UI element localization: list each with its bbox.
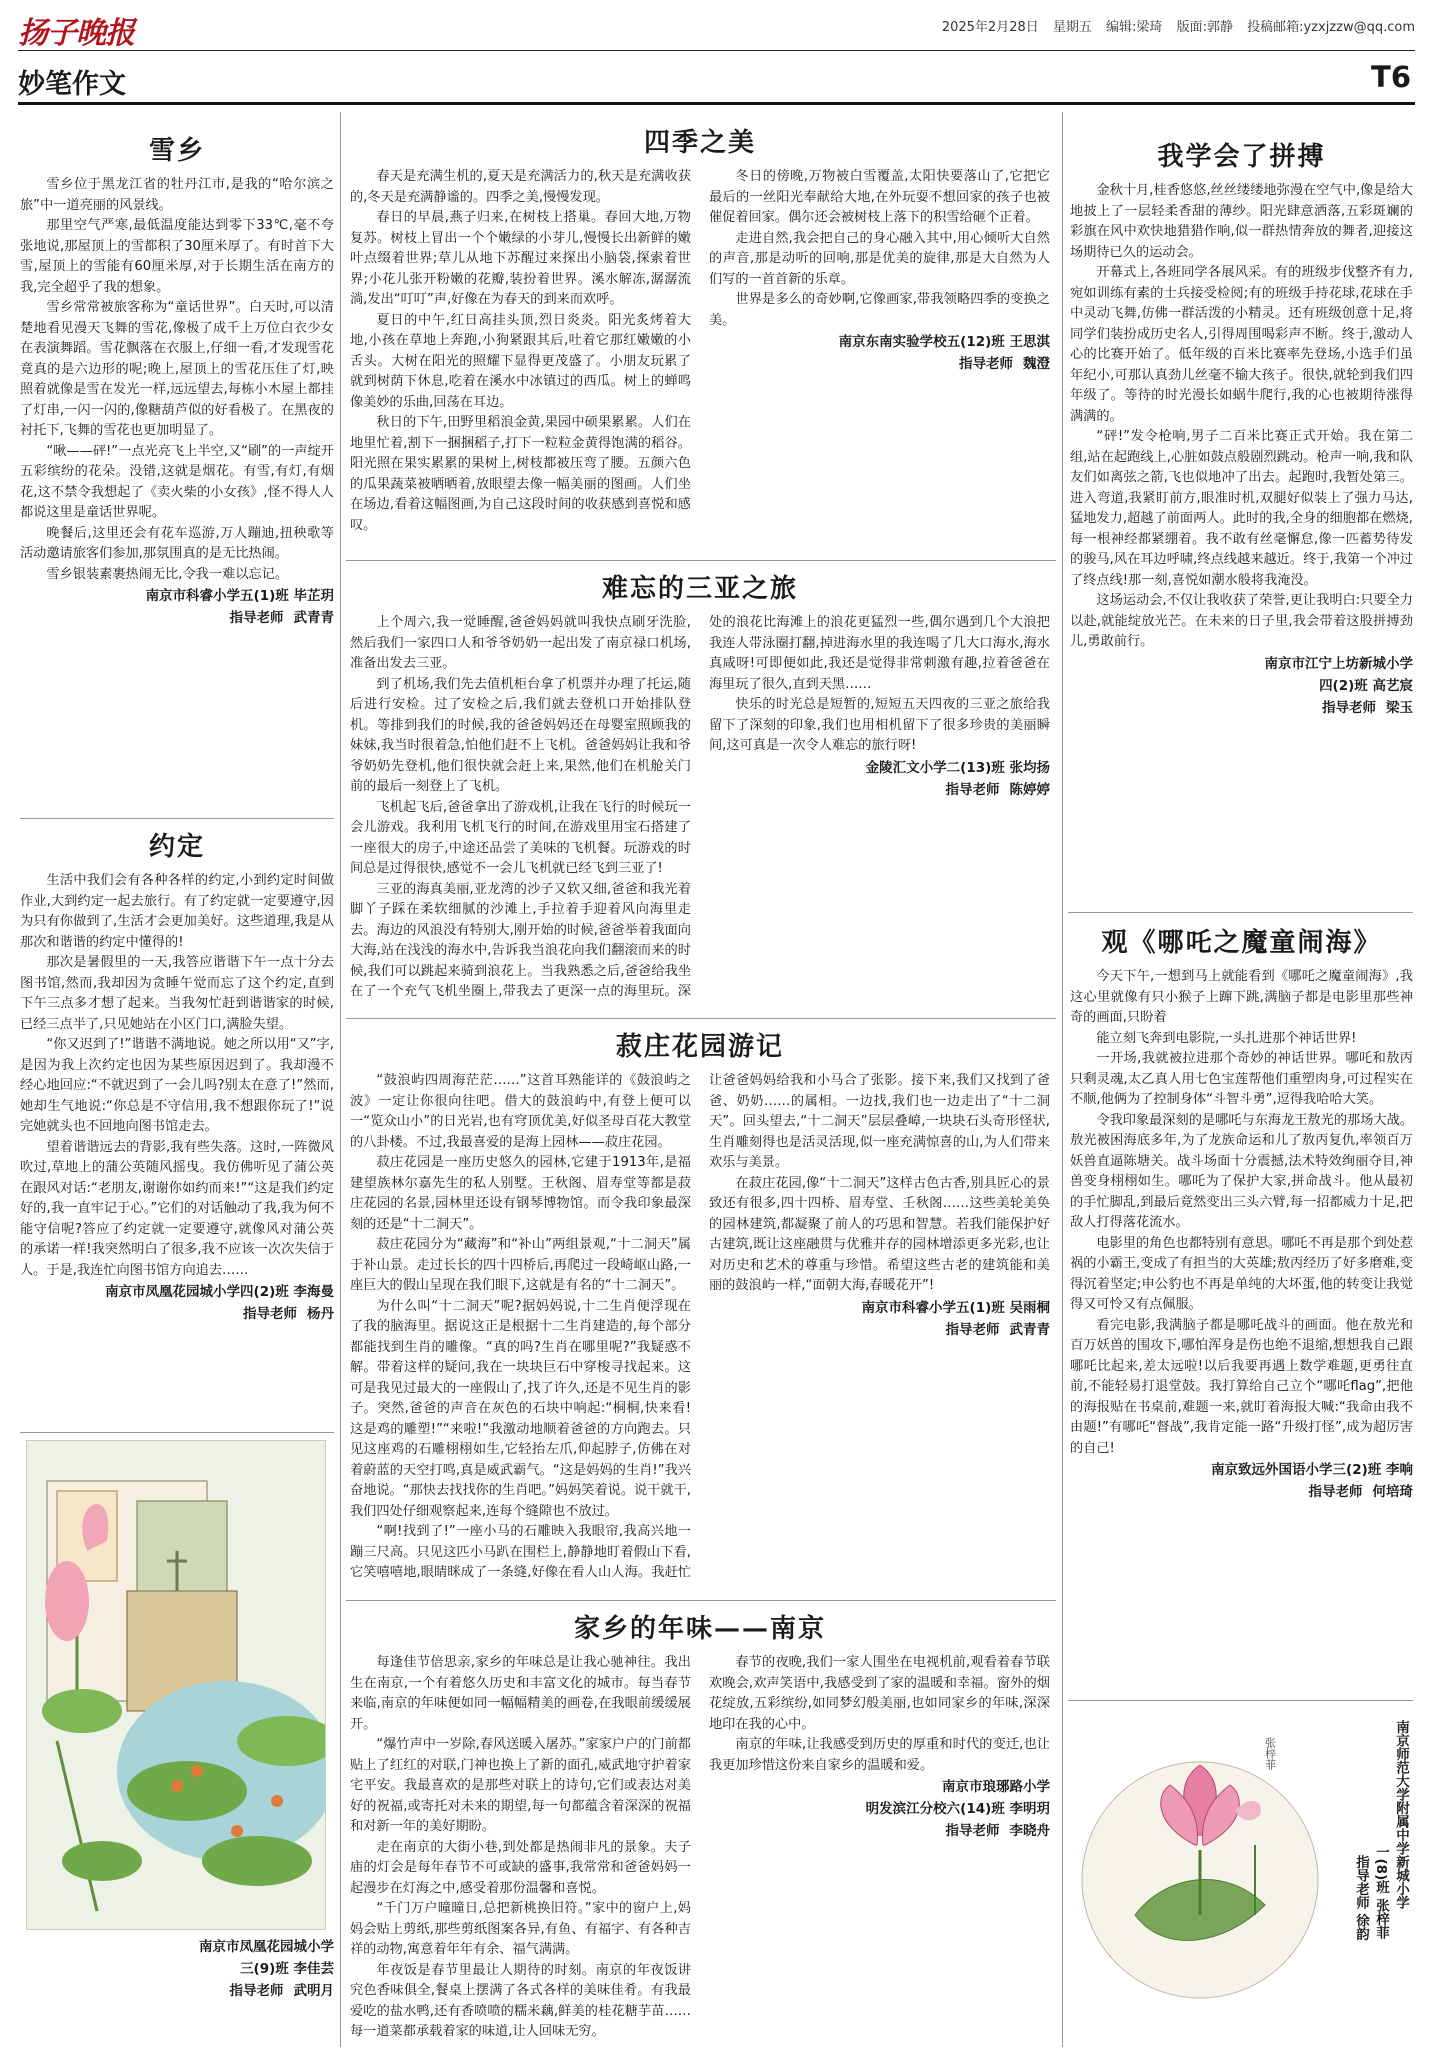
masthead [18, 8, 1415, 51]
section-title: 妙笔作文 [18, 69, 126, 100]
page-number: T6 [1371, 60, 1411, 94]
editor-credit: 编辑:梁琦 [1106, 20, 1163, 35]
paragraph: “你又迟到了!”谐谐不满地说。她之所以用“又”字,是因为我上次约定也因为某些原因迟到了。我却漫不经心地回应:“不就迟到了一会儿吗?别太在意了!”然而,她却生气地说:“你总是不守信用,我不想跟你玩了!”说完她就头也不回地向图书馆走去。 [20, 1037, 334, 1134]
teacher-credit: 指导老师 武青青 [229, 610, 334, 626]
article-relay [1070, 136, 1413, 906]
teacher-credit: 指导老师 何培琦 [1308, 1484, 1413, 1500]
article-sanya [350, 568, 1050, 1012]
teacher-credit: 指导老师 陈婷婷 [945, 781, 1050, 798]
issue-weekday: 星期五 [1052, 20, 1092, 35]
article-title: 家乡的年味——南京 [573, 1614, 826, 1644]
paragraph: 春节的夜晚,我们一家人围坐在电视机前,观看着春节联欢晚会,欢声笑语中,我感受到了家的温暖和幸福。窗外的烟花绽放,五彩缤纷,如同梦幻般美丽,也如同家乡的年味,深深地印在我的心中。 [709, 1655, 1050, 1732]
paragraph: 上个周六,我一觉睡醒,爸爸妈妈就叫我快点刷牙洗脸,然后我们一家四口人和爷爷奶奶一起出发了南京禄口机场,准备出发去三亚。 [350, 615, 691, 671]
article-body [1070, 181, 1413, 653]
article-divider [20, 1432, 334, 1433]
paragraph: 春日的早晨,燕子归来,在树枝上搭巢。春回大地,万物复苏。树枝上冒出一个个嫩绿的小芽儿,慢慢长出新鲜的嫩叶点缀着世界;草儿从地下苏醒过来探出小脑袋,探索着世界;小花儿张开粉嫩的花瓣,装扮着世界。溪水解冻,潺潺流淌,发出“叮叮”声,好像在为春天的到来而欢呼。 [350, 210, 691, 307]
article-nezha [1070, 922, 1413, 1694]
article-body [350, 1653, 1050, 2048]
article-title: 雪乡 [148, 136, 205, 166]
article-seasons [350, 122, 1050, 554]
student-painting-lotus-pond [26, 1440, 326, 1930]
paragraph: 雪乡常常被旅客称为“童话世界”。白天时,可以清楚地看见漫天飞舞的雪花,像极了成千上万位白衣少女在表演舞蹈。雪花飘落在衣服上,仔细一看,才发现雪花竟真的是六边形的呢;晚上,屋顶上的雪花压住了灯,映照着就像是雪在发光一样,远远望去,每栋小木屋上都挂了灯串,一闪一闪的,像糖葫芦似的好看极了。在黑夜的衬托下,飞舞的雪花也更加明显了。 [20, 300, 334, 438]
paragraph: 年夜饭是春节里最让人期待的时刻。南京的年夜饭讲究色香味俱全,餐桌上摆满了各式各样的美味佳肴。有我最爱吃的盐水鸭,还有香喷喷的糯米藕,鲜美的桂花糖芋苗……每一道菜都承载着家的味道,让人回味无穷。 [350, 1962, 691, 2039]
article-title: 观《哪吒之魔童闹海》 [1101, 928, 1382, 958]
teacher-credit: 指导老师 李晓舟 [945, 1823, 1050, 1839]
article-snow [20, 130, 334, 810]
article-title: 四季之美 [643, 128, 756, 158]
paragraph: 那次是暑假里的一天,我答应谐谐下午一点十分去图书馆,然而,我却因为贪睡午觉而忘了这个约定,直到下午三点多才想了起来。当我匆忙赶到谐谐家的时候,已经三点半了,只见她站在小区门口,满脸失望。 [20, 955, 334, 1032]
article-title: 约定 [148, 832, 205, 862]
article-promise [20, 826, 334, 1426]
paragraph: 飞机起飞后,爸爸拿出了游戏机,让我在飞行的时候玩一会儿游戏。我利用飞机飞行的时间,在游戏里用宝石搭建了一座很大的房子,中途还品尝了美味的飞机餐。玩游戏的时间总是过得很快,感觉不一会儿飞机就已经飞到三亚了! [350, 799, 691, 876]
article-title: 我学会了拼搏 [1157, 142, 1326, 172]
lotus-painting-image [27, 1441, 326, 1930]
paragraph: 南京的年味,让我感受到历史的厚重和时代的变迁,也让我更加珍惜这份来自家乡的温暖和爱。 [709, 1737, 1050, 1773]
paragraph: 在菽庄花园,像“十二洞天”这样古色古香,别具匠心的景致还有很多,四十四桥、眉寿堂、壬秋阁……这些美轮美奂的园林建筑,都凝聚了前人的巧思和智慧。若我们能保护好古建筑,既让这座融贯与优雅并存的园林增添更多光彩,也让对历史和艺术的尊重与珍惜。希望这些古老的建筑能和美丽的鼓浪屿一样,“面朝大海,春暖花开”! [709, 1175, 1050, 1293]
paragraph: 走进自然,我会把自己的身心融入其中,用心倾听大自然的声音,那是动听的回响,那是优美的旋律,那是大自然为人们写的一首首新的乐章。 [709, 230, 1050, 287]
author-school: 南京市琅琊路小学 [942, 1779, 1050, 1795]
issue-meta [932, 16, 1415, 35]
paragraph: 为什么叫“十二洞天”呢?据妈妈说,十二生肖便浮现在了我的脑海里。据说这正是根据十二生肖建造的,每个部分都能找到生肖的雕像。“真的吗?生肖在哪里呢?”我疑惑不解。带着这样的疑问,我在一块块巨石中穿梭寻找起来。这可是我见过最大的一座假山了,找了许久,还是不见生肖的影子。突然,爸爸的声音在灰色的石块中响起:“桐桐,快来看!这是鸡的雕塑!”“来啦!”我激动地顺着爸爸的方向跑去。只见这座鸡的石雕栩栩如生,它轻抬左爪,仰起脖子,仿佛在对着蔚蓝的天空打鸣,真是威武霸气。“这是妈妈的生肖!”我兴奋地说。“那快去找找你的生肖吧。”妈妈笑着说。说干就干,我们四处仔细观察起来,连每个缝隙也不放过。 [350, 1298, 691, 1519]
paragraph: 三亚的海真美丽,亚龙湾的沙子又软又细,爸爸和我光着脚丫子踩在柔软细腻的沙滩上,手拉着手迎着风向海里走去。海边的风浪没有特别大,刚开始的时候,爸爸举着我面向大海,站在浅浅的海水中,告诉我当浪花向我们翻滚而来的时候,我们可以跳起来骑到浪花上。当我熟悉之后,爸爸给我坐在了一个充气飞机坐圈上,带我去了更深一点的海里玩。深处的浪花比海滩上的浪花更猛烈一些,偶尔遇到几个大浪把我连人带泳圈打翻,掉进海水里的我连喝了几大口海水,海水真咸呀!可即便如此,我还是觉得非常刺激有趣,拉着爸爸在海里玩了很久,直到天黑…… [350, 615, 1050, 999]
teacher-credit: 指导老师 武明月 [229, 1983, 334, 1999]
layout-credit: 版面:郭静 [1176, 20, 1233, 35]
article-divider [346, 560, 1056, 561]
author-school: 南京市科睿小学五(1)班 吴雨桐 [861, 1299, 1050, 1316]
teacher-credit: 指导老师 武青青 [945, 1321, 1050, 1338]
article-hometown [350, 1608, 1050, 2048]
illustration-credit [110, 1936, 334, 2046]
article-body [350, 613, 1050, 1012]
article-body [350, 1071, 1050, 1594]
paragraph: 快乐的时光总是短暂的,短短五天四夜的三亚之旅给我留下了深刻的印象,我们也用相机留下了很多珍贵的美丽瞬间,这可真是一次令人难忘的旅行呀! [709, 697, 1050, 753]
author-class: 四(2)班 高艺宸 [1319, 677, 1413, 694]
column-divider [1062, 112, 1063, 2047]
paragraph: 那里空气严寒,最低温度能达到零下33℃,毫不夸张地说,那屋顶上的雪都积了30厘米厚了。有时首下大雪,屋顶上的雪能有60厘米厚,对于长期生活在南方的我,完全超乎了我的想象。 [20, 218, 334, 295]
paragraph: 这场运动会,不仅让我收获了荣誉,更让我明白:只要全力以赴,就能绽放光芒。在未来的日子里,我会带着这股拼搏劲儿,勇敢前行。 [1070, 593, 1413, 649]
paragraph: 世界是多么的奇妙啊,它像画家,带我领略四季的变换之美。 [709, 292, 1050, 328]
teacher-credit: 指导老师 杨丹 [243, 1306, 334, 1322]
author-school: 南京市凤凰花园城小学四(2)班 李海曼 [105, 1284, 334, 1300]
issue-date: 2025年2月28日 [941, 20, 1039, 35]
paragraph: “啾——砰!”一点光亮飞上半空,又“刷”的一声绽开五彩缤纷的花朵。没错,这就是烟花。有雪,有灯,有烟花,这不禁令我想起了《卖火柴的小女孩》,怪不得人人都说这里是童话世界呢。 [20, 443, 334, 520]
author-school: 南京致远外国语小学三(2)班 李响 [1211, 1462, 1413, 1478]
paragraph: 开幕式上,各班同学各展风采。有的班级步伐整齐有力,宛如训练有素的士兵接受检阅;有的班级手持花球,花球在手中灵动飞舞,仿佛一群活泼的小精灵。还有班级创意十足,将同学们装扮成历史名人,引得周围喝彩声不断。终于,激动人心的比赛开始了。低年级的百米比赛率先登场,小选手们虽年纪小,可那认真劲儿丝毫不输大孩子。很快,就轮到我们四年级了。等待的时光漫长如蜗牛爬行,我的心也被期待涨得满满的。 [1070, 265, 1413, 424]
paragraph: 冬日的傍晚,万物被白雪覆盖,太阳快要落山了,它把它最后的一丝阳光奉献给大地,在外玩耍不想回家的孩子也被催促着回家。偶尔还会被树枝上落下的积雪给砸个正着。 [709, 169, 1050, 225]
illustrator-school: 南京师范大学附属中学新城小学 [1393, 1720, 1409, 1909]
teacher-credit: 指导老师 徐韵 [1353, 1855, 1369, 1941]
paragraph: 一开场,我就被拉进那个奇妙的神话世界。哪吒和敖丙只剩灵魂,太乙真人用七色宝莲帮他们重塑肉身,可过程实在不顺,他俩为了控制身体“斗智斗勇”,逗得我哈哈大笑。 [1070, 1051, 1413, 1107]
article-title: 难忘的三亚之旅 [601, 574, 798, 604]
paragraph: 到了机场,我们先去值机柜台拿了机票并办理了托运,随后进行安检。过了安检之后,我们就去登机口开始排队登机。等排到我们的时候,我的爸爸妈妈还在母婴室照顾我的妹妹,我当时很着急,怕他们赶不上飞机。爸爸妈妈让我和爷爷奶奶先登机,他们很快就会赶上来,果然,他们在机舱关门前的最后一刻登上了飞机。 [350, 676, 691, 794]
paragraph: 夏日的中午,红日高挂头顶,烈日炎炎。阳光炙烤着大地,小孩在草地上奔跑,小狗紧跟其后,吐着它那红嫩嫩的小舌头。大树在阳光的照耀下显得更茂盛了。小朋友玩累了就到树荫下休息,吃着在溪水中冰镇过的西瓜。树上的蝉鸣像美妙的乐曲,回荡在耳边。 [350, 312, 691, 410]
artist-signature: 张梓菲 [1263, 1737, 1277, 1770]
section-rule [18, 102, 1415, 105]
article-garden [350, 1026, 1050, 1594]
paragraph: 雪乡位于黑龙江省的牡丹江市,是我的“哈尔滨之旅”中一道亮丽的风景线。 [20, 177, 334, 213]
submission-email[interactable]: 投稿邮箱:yzxjzzw@qq.com [1247, 20, 1415, 35]
article-body [20, 871, 334, 1281]
paragraph: “爆竹声中一岁除,春风送暖入屠苏。”家家户户的门前都贴上了红红的对联,门神也换上了新的面孔,威武地守护着家宅平安。我最喜欢的是那些对联上的诗句,它们或表达对美好的祝福,或寄托对未来的期望,每一句都蕴含着深深的祝福和对新一年的美好期盼。 [350, 1737, 691, 1834]
header-rule [18, 50, 1415, 51]
paragraph: 雪乡银装素裹热闹无比,令我一难以忘记。 [46, 566, 288, 582]
paragraph: “鼓浪屿四周海茫茫……”这首耳熟能详的《鼓浪屿之波》一定让你很向往吧。借大的鼓浪屿中,有登上便可以一“览众山小”的日光岩,也有穹顶优美,好似圣母百花大教堂的八卦楼。不过,我最喜爱的是海上园林——菽庄花园。 [350, 1073, 691, 1150]
author-school: 南京市江宁上坊新城小学 [1264, 655, 1413, 672]
article-divider [20, 818, 334, 819]
article-divider [346, 1600, 1056, 1601]
article-body [20, 175, 334, 585]
article-divider [1068, 1700, 1413, 1701]
paragraph: “千门万户曈曈日,总把新桃换旧符。”家中的窗户上,妈妈会贴上剪纸,那些剪纸图案各异,有鱼、有福字、有各种吉祥的动物,寓意着年年有余、福气满满。 [350, 1901, 691, 1957]
illustrator-class: 一(8)班 张梓菲 [1373, 1845, 1389, 1939]
paragraph: 金秋十月,桂香悠悠,丝丝缕缕地弥漫在空气中,像是给大地披上了一层轻柔香甜的薄纱。阳光肆意洒落,五彩斑斓的彩旗在风中欢快地猎猎作响,似一群热情奔放的舞者,迎接这场期待已久的运动会。 [1070, 183, 1413, 260]
article-divider [346, 1018, 1056, 1019]
paragraph: 看完电影,我满脑子都是哪吒战斗的画面。他在敖光和百万妖兽的围攻下,哪怕浑身是伤也绝不退缩,想想我自己跟哪吒比起来,差太远啦!以后我要再遇上数学难题,更勇往直前,不能轻易打退堂鼓。我打算给自己立个“哪吒flag”,把他的海报贴在书桌前,难题一来,就盯着海报大喊:“我命由我不由题!”有哪吒“督战”,我肯定能一路“升级打怪”,成为超厉害的自己! [1070, 1317, 1413, 1456]
author-class: 明发滨江分校六(14)班 李明玥 [865, 1801, 1050, 1817]
illustrator-class: 三(9)班 李佳芸 [240, 1961, 334, 1977]
paragraph: 电影里的角色也都特别有意思。哪吒不再是那个到处惹祸的小霸王,变成了有担当的大英雄;敖丙经历了好多磨难,变得沉着坚定;申公豹也不再是单纯的大坏蛋,他的转变让我觉得又可怜又有点佩服。 [1070, 1235, 1413, 1312]
lotus-circle-painting-image [1075, 1715, 1335, 2015]
paragraph: “啊!找到了!”一座小马的石雕映入我眼帘,我高兴地一蹦三尺高。只见这匹小马趴在围栏上,静静地盯着假山下看,它笑嘻嘻地,眼睛眯成了一条缝,好像在看人山人海。我赶忙让爸爸妈妈给我和小马合了张影。接下来,我们又找到了爸爸、奶奶……的属相。一边找,我们也一边走出了“十二洞天”。回头望去,“十二洞天”层层叠嶂,一块块石头奇形怪状,生肖雕刻得也是活灵活现,似一座充满惊喜的山,为人们带来欢乐与美景。 [350, 1073, 1050, 1580]
illustrator-school: 南京市凤凰花园城小学 [199, 1939, 334, 1955]
paragraph: 走在南京的大街小巷,到处都是热闹非凡的景象。夫子庙的灯会是每年春节不可或缺的盛事,我常常和爸爸妈妈一起漫步在灯海之中,感受着那份温馨和喜悦。 [350, 1839, 691, 1896]
paragraph: 秋日的下午,田野里稻浪金黄,果园中硕果累累。人们在地里忙着,割下一捆捆稻子,打下一粒粒金黄得饱满的稻谷。阳光照在果实累累的果树上,树枝都被压弯了腰。五颜六色的瓜果蔬菜被晒晒着,放眼望去像一幅美丽的图画。人们坐在场边,看着这幅图画,为自己这段时间的收获感到喜悦和感叹。 [350, 415, 691, 533]
author-school: 南京市科睿小学五(1)班 毕芷玥 [145, 588, 334, 604]
article-title: 菽庄花园游记 [615, 1032, 784, 1062]
article-body [350, 167, 1050, 552]
paragraph: “砰!”发令枪响,男子二百米比赛正式开始。我在第二组,站在起跑线上,心脏如鼓点般剧烈跳动。枪声一响,我和队友们如离弦之箭,飞也似地冲了出去。起跑时,我暂处第三。进入弯道,我紧盯前方,眼准时机,双腿好似装上了强力马达,猛地发力,超越了前面两人。此时的我,全身的细胞都在燃烧,每一根神经都紧绷着。我不敢有丝毫懈怠,像一匹蓄势待发的骏马,风在耳边呼啸,终点线越来越近。终于,我第一个冲过了终点线!那一刻,喜悦如潮水般将我淹没。 [1070, 429, 1413, 588]
paragraph: 晚餐后,这里还会有花车巡游,万人蹦迪,扭秧歌等活动邀请旅客们参加,那氛围真的是无比热闹。 [20, 525, 334, 561]
paragraph: 生活中我们会有各种各样的约定,小到约定时间做作业,大到约定一起去旅行。有了约定就一定要遵守,因为只有你做到了,生活才会更加美好。这些道理,我是从那次和谐谐的约定中懂得的! [20, 873, 334, 950]
paragraph: 能立刻飞奔到电影院,一头扎进那个神话世界! [1096, 1030, 1357, 1046]
newspaper-logo: 扬子晚报 [18, 16, 134, 51]
paragraph: 春天是充满生机的,夏天是充满活力的,秋天是充满收获的,冬天是充满静谧的。四季之美,慢慢发现。 [350, 169, 691, 205]
teacher-credit: 指导老师 梁玉 [1322, 699, 1413, 716]
paragraph: 菽庄花园分为“藏海”和“补山”两组景观,“十二洞天”属于补山景。走过长长的四十四桥后,再爬过一段崎岖山路,一座巨大的假山呈现在我们眼下,这就是有名的“十二洞天”。 [350, 1237, 691, 1293]
paragraph: 今天下午,一想到马上就能看到《哪吒之魔童闹海》,我这心里就像有只小猴子上蹿下跳,满脑子都是电影里那些神奇的画面,只盼着 [1070, 969, 1413, 1025]
author-school: 南京东南实验学校五(12)班 王思淇 [838, 334, 1050, 350]
teacher-credit: 指导老师 魏澄 [959, 356, 1050, 372]
student-painting-pink-lotus [1075, 1715, 1335, 2015]
article-divider [1068, 912, 1413, 913]
article-body [1070, 967, 1413, 1459]
paragraph: 菽庄花园是一座历史悠久的园林,它建于1913年,是福建望族林尔嘉先生的私人别墅。王秋阁、眉寿堂等都是菽庄花园的名景,园林里还设有钢琴博物馆。而令我印象最深刻的还是“十二洞天”。 [350, 1155, 691, 1232]
author-school: 金陵汇文小学二(13)班 张均扬 [865, 759, 1050, 776]
paragraph: 每逢佳节倍思亲,家乡的年味总是让我心驰神往。我出生在南京,一个有着悠久历史和丰富文化的城市。每当春节来临,南京的年味便如同一幅幅精美的画卷,在我眼前缓缓展开。 [350, 1655, 691, 1732]
paragraph: 令我印象最深刻的是哪吒与东海龙王敖光的那场大战。敖光被困海底多年,为了龙族命运和儿了敖丙复仇,率领百万妖兽直逼陈塘关。战斗场面十分震撼,法术特效绚丽夺目,神兽变身栩栩如生。哪吒为了保护大家,拼命战斗。他从最初的手忙脚乱,到最后竟然变出三头六臂,每一招都威力十足,把敌人打得落花流水。 [1070, 1112, 1413, 1230]
paragraph: 望着谐谐远去的背影,我有些失落。这时,一阵微风吹过,草地上的蒲公英随风摇曳。我仿佛听见了蒲公英在跟风对话:“老朋友,谢谢你如约而来!”“这是我们约定好的,我一直牢记于心。”它们的对话触动了我,我为何不能守信呢?答应了约定就一定要遵守,就像风对蒲公英的承诺一样!我突然明白了很多,我不应该一次次失信于人。于是,我连忙向图书馆方向追去…… [20, 1139, 334, 1278]
column-divider [340, 112, 341, 2047]
